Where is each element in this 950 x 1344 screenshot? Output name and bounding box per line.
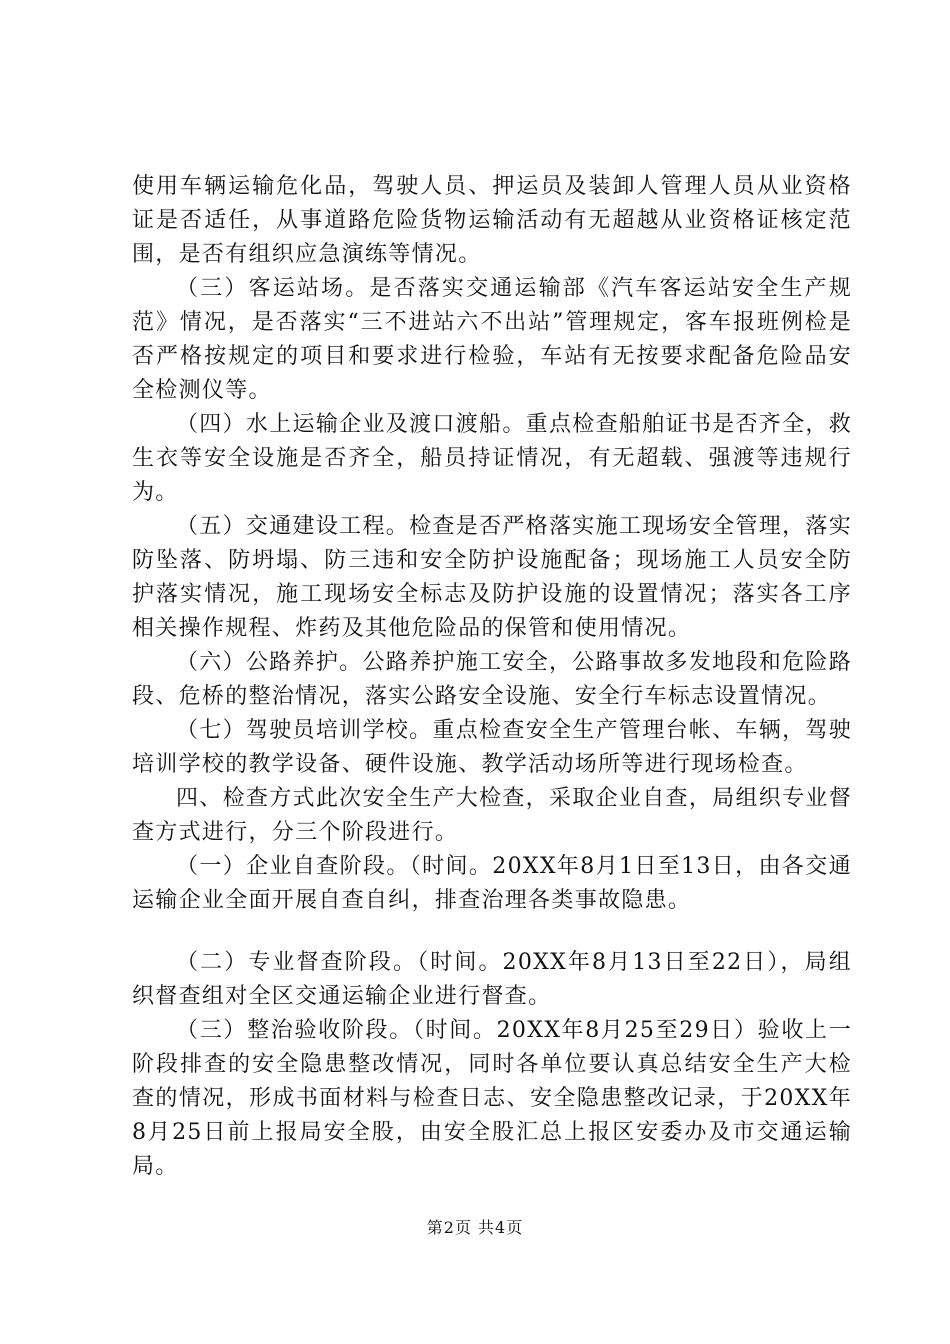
document-body [132,170,852,1184]
paragraph: （五）交通建设工程。检查是否严格落实施工现场安全管理，落实防坠落、防坍塌、防三违和安全防护设施配备；现场施工人员安全防护落实情况，施工现场安全标志及防护设施的设置情况；落实各工序相关操作规程、炸药及其他危险品的保管和使用情况。 [132,514,852,641]
paragraph: （一）企业自查阶段。（时间。20XX年8月1日至13日，由各交通运输企业全面开展自查自纠，排查治理各类事故隐患。 [132,854,852,913]
paragraph: 四、检查方式此次安全生产大检查，采取企业自查，局组织专业督查方式进行，分三个阶段进行。 [132,786,852,845]
paragraph: （七）驾驶员培训学校。重点检查安全生产管理台帐、车辆，驾驶培训学校的教学设备、硬件设施、教学活动场所等进行现场检查。 [132,718,852,777]
paragraph: （三）整治验收阶段。（时间。20XX年8月25至29日）验收上一阶段排查的安全隐患整改情况，同时各单位要认真总结安全生产大检查的情况，形成书面材料与检查日志、安全隐患整改记录，于20XX年8月25日前上报局安全股，由安全股汇总上报区安委办及市交通运输局。 [132,1018,852,1179]
paragraph: （三）客运站场。是否落实交通运输部《汽车客运站安全生产规范》情况，是否落实“三不进站六不出站”管理规定，客车报班例检是否严格按规定的项目和要求进行检验，车站有无按要求配备危险品安全检测仪等。 [132,276,852,403]
paragraph: （六）公路养护。公路养护施工安全，公路事故多发地段和危险路段、危桥的整治情况，落实公路安全设施、安全行车标志设置情况。 [132,650,852,709]
paragraph: （四）水上运输企业及渡口渡船。重点检查船舶证书是否齐全，救生衣等安全设施是否齐全，船员持证情况，有无超载、强渡等违规行为。 [132,412,852,505]
page-number: 第2页 共4页 [426,1218,524,1237]
paragraph: （二）专业督查阶段。（时间。20XX年8月13日至22日），局组织督查组对全区交通运输企业进行督查。 [132,950,852,1009]
paragraph: 使用车辆运输危化品，驾驶人员、押运员及装卸人管理人员从业资格证是否适任，从事道路危险货物运输活动有无超越从业资格证核定范围，是否有组织应急演练等情况。 [132,174,852,267]
